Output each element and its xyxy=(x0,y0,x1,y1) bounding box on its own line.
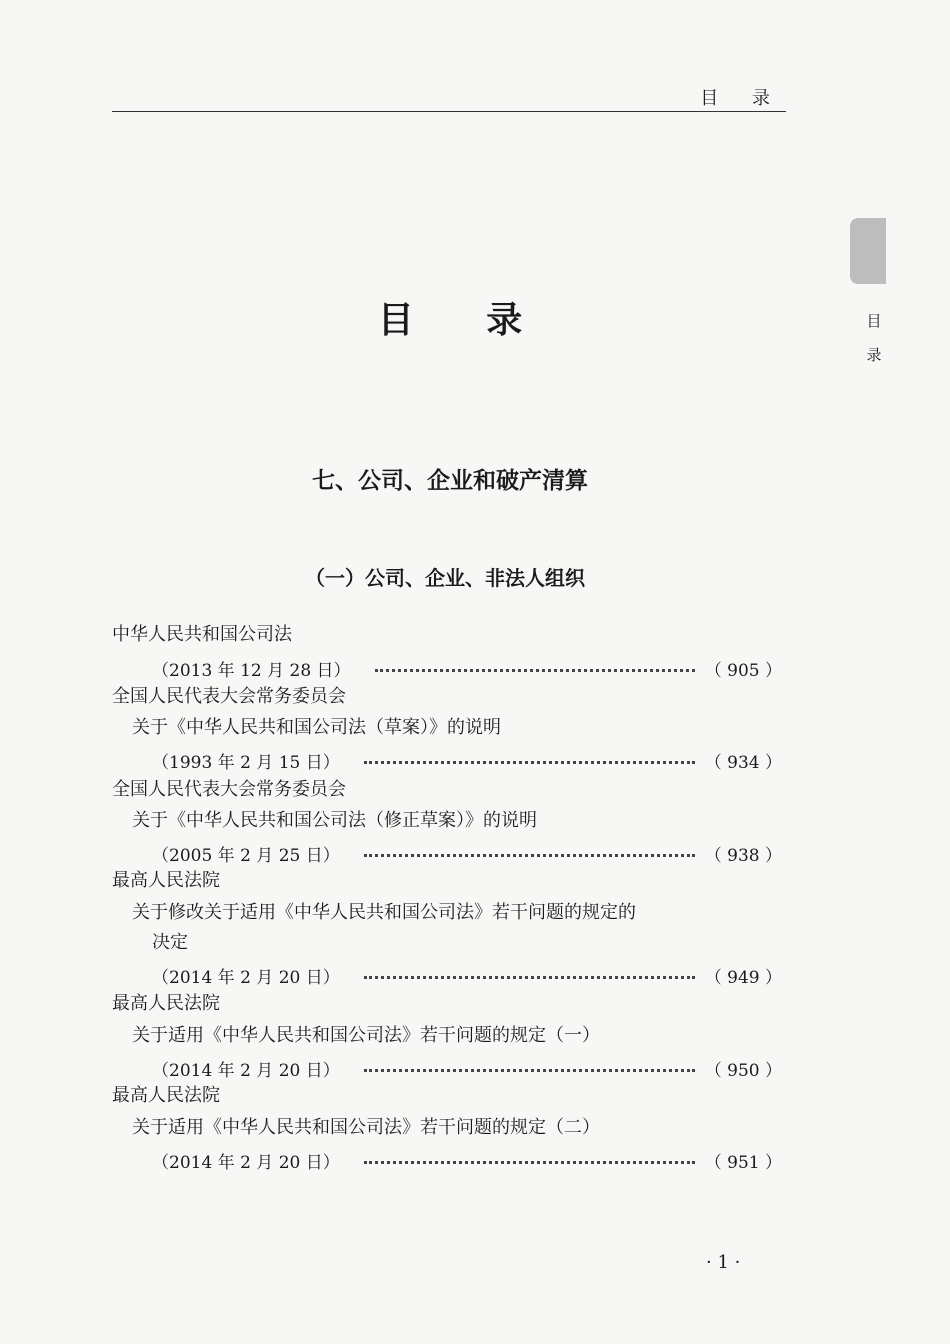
toc-entry-row xyxy=(152,838,782,868)
section-title: （一）公司、企业、非法人组织 xyxy=(305,566,585,590)
toc-entry-title: 关于修改关于适用《中华人民共和国公司法》若干问题的规定的 xyxy=(132,902,636,923)
toc-entry-date: （2014 年 2 月 20 日） xyxy=(152,967,340,988)
toc-entry-row xyxy=(152,1145,782,1175)
toc-entry-issuer: 中华人民共和国公司法 xyxy=(112,624,292,645)
running-head-title: 目 录 xyxy=(700,88,784,109)
toc-entry-title: 关于《中华人民共和国公司法（草案）》的说明 xyxy=(132,717,501,738)
toc-entry-date: （2014 年 2 月 20 日） xyxy=(152,1060,340,1081)
toc-entry-page: （ 950 ） xyxy=(704,1060,782,1081)
page-title: 目 录 xyxy=(377,299,553,341)
toc-entry-row xyxy=(152,745,782,775)
toc-entry-date: （2013 年 12 月 28 日） xyxy=(152,660,351,681)
toc-entry-issuer: 全国人民代表大会常务委员会 xyxy=(112,779,346,800)
dot-leader xyxy=(364,1161,695,1164)
dot-leader xyxy=(364,1069,695,1072)
header-rule xyxy=(112,111,786,112)
side-tab-char: 录 xyxy=(866,346,882,364)
side-thumb-tab xyxy=(850,218,886,284)
toc-entry-row xyxy=(152,1053,782,1083)
dot-leader xyxy=(364,761,695,764)
side-tab-char: 目 xyxy=(866,312,882,330)
page-number: · 1 · xyxy=(706,1252,741,1273)
toc-entry-issuer: 最高人民法院 xyxy=(112,993,220,1014)
toc-entry-date: （2005 年 2 月 25 日） xyxy=(152,845,340,866)
toc-entry-page: （ 905 ） xyxy=(704,660,782,681)
toc-entry-title: 关于适用《中华人民共和国公司法》若干问题的规定（一） xyxy=(132,1025,600,1046)
toc-entry-title: 关于适用《中华人民共和国公司法》若干问题的规定（二） xyxy=(132,1117,600,1138)
toc-entry-row xyxy=(152,653,782,683)
toc-entry-title: 关于《中华人民共和国公司法（修正草案）》的说明 xyxy=(132,810,537,831)
toc-entry-page: （ 949 ） xyxy=(704,967,782,988)
dot-leader xyxy=(364,854,695,857)
dot-leader xyxy=(375,669,695,672)
toc-entry-page: （ 951 ） xyxy=(704,1152,782,1173)
toc-entry-issuer: 全国人民代表大会常务委员会 xyxy=(112,686,346,707)
toc-entry-issuer: 最高人民法院 xyxy=(112,870,220,891)
chapter-title: 七、公司、企业和破产清算 xyxy=(312,467,588,494)
toc-entry-page: （ 934 ） xyxy=(704,752,782,773)
toc-entry-title-cont: 决定 xyxy=(152,932,188,953)
toc-entry-date: （1993 年 2 月 15 日） xyxy=(152,752,340,773)
toc-entry-page: （ 938 ） xyxy=(704,845,782,866)
toc-entry-date: （2014 年 2 月 20 日） xyxy=(152,1152,340,1173)
dot-leader xyxy=(364,976,695,979)
toc-entry-issuer: 最高人民法院 xyxy=(112,1085,220,1106)
toc-entry-row xyxy=(152,960,782,990)
